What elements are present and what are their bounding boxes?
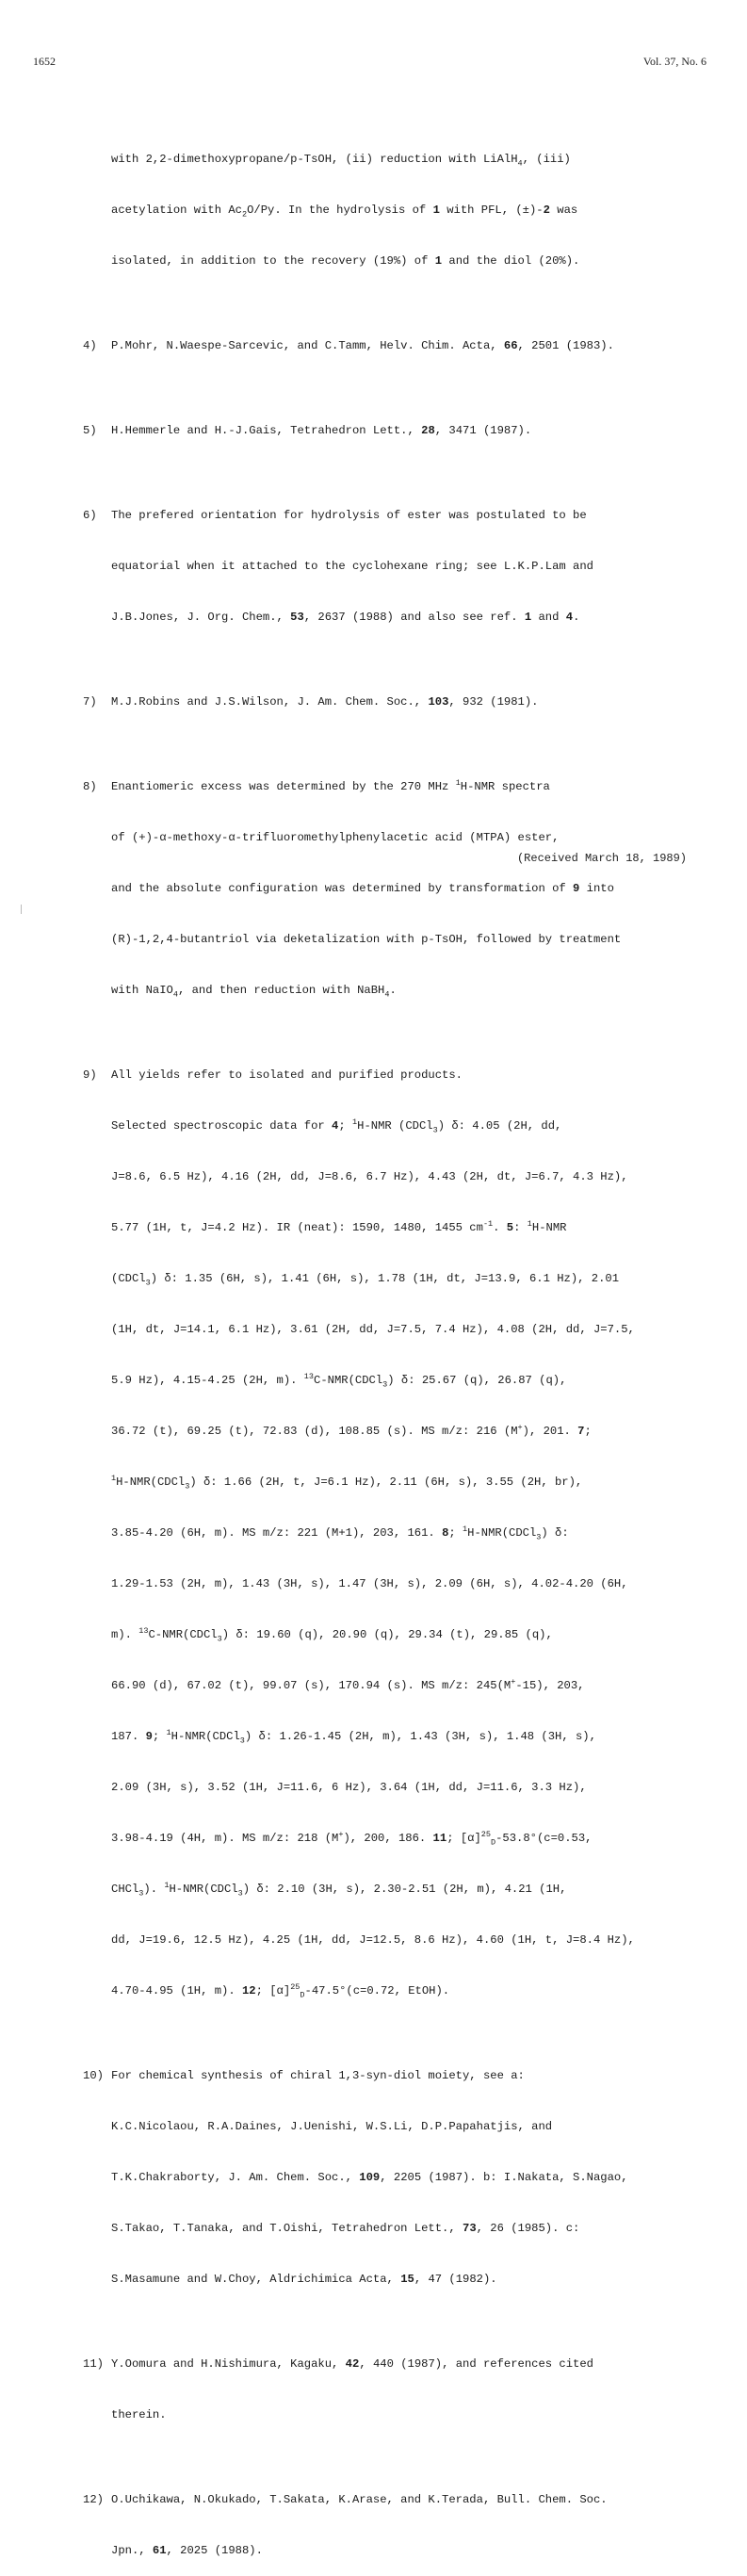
reference-line: 187. 9; $^1$H-NMR(CDCl$_3$) δ: 1.26-1.45 (2H, m), 1.43 (3H, s), 1.48 (3H, s), (111, 1727, 596, 1746)
reference-line: m). $^{13}$C-NMR(CDCl$_3$) δ: 19.60 (q), 20.90 (q), 29.34 (t), 29.85 (q), (111, 1625, 553, 1644)
reference-line: J.B.Jones, J. Org. Chem., 53, 2637 (1988) and also see ref. 1 and 4. (111, 611, 580, 624)
reference-6: 6) The prefered orientation for hydrolysis of ester was postulated to be (83, 509, 587, 522)
reference-line: isolated, in addition to the recovery (19%) of 1 and the diol (20%). (111, 254, 580, 268)
reference-11: 11) Y.Oomura and H.Nishimura, Kagaku, 42, 440 (1987), and references cited (83, 2357, 593, 2371)
reference-12: 12) O.Uchikawa, N.Okukado, T.Sakata, K.Arase, and K.Terada, Bull. Chem. Soc. (83, 2493, 608, 2506)
reference-line: and the absolute configuration was determined by transformation of 9 into (111, 882, 614, 895)
reference-8: 8) Enantiomeric excess was determined by the 270 MHz $^1$H-NMR spectra (83, 777, 550, 793)
reference-line: J=8.6, 6.5 Hz), 4.16 (2H, dd, J=8.6, 6.7 Hz), 4.43 (2H, dt, J=6.7, 4.3 Hz), (111, 1170, 628, 1183)
reference-line: acetylation with $Ac_2O/Py$. In the hydrolysis of 1 with PFL, (±)-2 was (111, 204, 578, 220)
reference-line: dd, J=19.6, 12.5 Hz), 4.25 (1H, dd, J=12.5, 8.6 Hz), 4.60 (1H, t, J=8.4 Hz), (111, 1933, 635, 1947)
reference-line: 66.90 (d), 67.02 (t), 99.07 (s), 170.94 (s). MS m/z: 245(M+-15), 203, (111, 1676, 585, 1692)
reference-line: 3.98-4.19 (4H, m). MS m/z: 218 (M+), 200, 186. 11; $[\alpha]^{25}_D-53.8^\circ(c=0.53$, (111, 1829, 593, 1848)
reference-line: K.C.Nicolaou, R.A.Daines, J.Uenishi, W.S.Li, D.P.Papahatjis, and (111, 2120, 553, 2133)
reference-line: 2.09 (3H, s), 3.52 (1H, J=11.6, 6 Hz), 3.64 (1H, dd, J=11.6, 3.3 Hz), (111, 1781, 587, 1794)
reference-line: 5.77 (1H, t, J=4.2 Hz). IR (neat): 1590, 1480, 1455 $cm^{-1}$. 5: $^1$H-NMR (111, 1218, 567, 1234)
reference-line: 5.9 Hz), 4.15-4.25 (2H, m). $^{13}$C-NMR(CDCl$_3$) δ: 25.67 (q), 26.87 (q), (111, 1371, 567, 1390)
reference-4: 4) P.Mohr, N.Waespe-Sarcevic, and C.Tamm, Helv. Chim. Acta, 66, 2501 (1983). (83, 339, 614, 352)
reference-list (83, 83, 714, 2576)
reference-7: 7) M.J.Robins and J.S.Wilson, J. Am. Chem. Soc., 103, 932 (1981). (83, 695, 539, 709)
reference-line: S.Masamune and W.Choy, Aldrichimica Acta, 15, 47 (1982). (111, 2273, 497, 2286)
reference-line: equatorial when it attached to the cyclohexane ring; see L.K.P.Lam and (111, 560, 593, 573)
reference-line: 4.70-4.95 (1H, m). 12; $[\alpha]^{25}_D-47.5^\circ(c=0.72$, EtOH). (111, 1981, 450, 2000)
journal-volume: Vol. 37, No. 6 (642, 55, 706, 68)
reference-line: S.Takao, T.Tanaka, and T.Oishi, Tetrahedron Lett., 73, 26 (1985). c: (111, 2222, 580, 2235)
received-date: (Received March 18, 1989) (516, 852, 687, 865)
reference-line: therein. (111, 2408, 167, 2421)
reference-line: (R)-1,2,4-butantriol via deketalization with p-TsOH, followed by treatment (111, 933, 622, 946)
reference-line: 1.29-1.53 (2H, m), 1.43 (3H, s), 1.47 (3H, s), 2.09 (6H, s), 4.02-4.20 (6H, (111, 1577, 628, 1590)
scan-mark (21, 905, 22, 914)
reference-line: Jpn., 61, 2025 (1988). (111, 2544, 263, 2557)
reference-line: T.K.Chakraborty, J. Am. Chem. Soc., 109, 2205 (1987). b: I.Nakata, S.Nagao, (111, 2171, 628, 2184)
reference-line: 3.85-4.20 (6H, m). MS m/z: 221 (M+1), 203, 161. 8; $^1$H-NMR(CDCl$_3$) δ: (111, 1524, 569, 1542)
reference-line: with 2,2-dimethoxypropane/p-TsOH, (ii) reduction with LiAlH$_4$, (iii) (111, 153, 571, 169)
reference-line: (CDCl$_3$) δ: 1.35 (6H, s), 1.41 (6H, s), 1.78 (1H, dt, J=13.9, 6.1 Hz), 2.01 (111, 1272, 620, 1288)
reference-line: (1H, dt, J=14.1, 6.1 Hz), 3.61 (2H, dd, J=7.5, 7.4 Hz), 4.08 (2H, dd, J=7.5, (111, 1323, 635, 1336)
reference-line: Selected spectroscopic data for 4; $^1$H-NMR (CDCl$_3$) δ: 4.05 (2H, dd, (111, 1117, 562, 1135)
reference-line: $^1$H-NMR(CDCl$_3$) δ: 1.66 (2H, t, J=6.1 Hz), 2.11 (6H, s), 3.55 (2H, br), (111, 1473, 583, 1492)
reference-5: 5) H.Hemmerle and H.-J.Gais, Tetrahedron Lett., 28, 3471 (1987). (83, 424, 532, 437)
reference-9: 9) All yields refer to isolated and purified products. (83, 1068, 463, 1082)
reference-line: of (+)-α-methoxy-α-trifluoromethylphenylacetic acid (MTPA) ester, (111, 831, 560, 844)
reference-line: with NaIO$_4$, and then reduction with NaBH$_4$. (111, 984, 397, 1000)
reference-10: 10) For chemical synthesis of chiral 1,3-syn-diol moiety, see a: (83, 2069, 525, 2082)
page-number: 1652 (33, 55, 56, 68)
reference-line: 36.72 (t), 69.25 (t), 72.83 (d), 108.85 (s). MS m/z: 216 (M+), 201. 7; (111, 1422, 592, 1438)
reference-line: CHCl$_3$). $^1$H-NMR(CDCl$_3$) δ: 2.10 (3H, s), 2.30-2.51 (2H, m), 4.21 (1H, (111, 1880, 567, 1899)
